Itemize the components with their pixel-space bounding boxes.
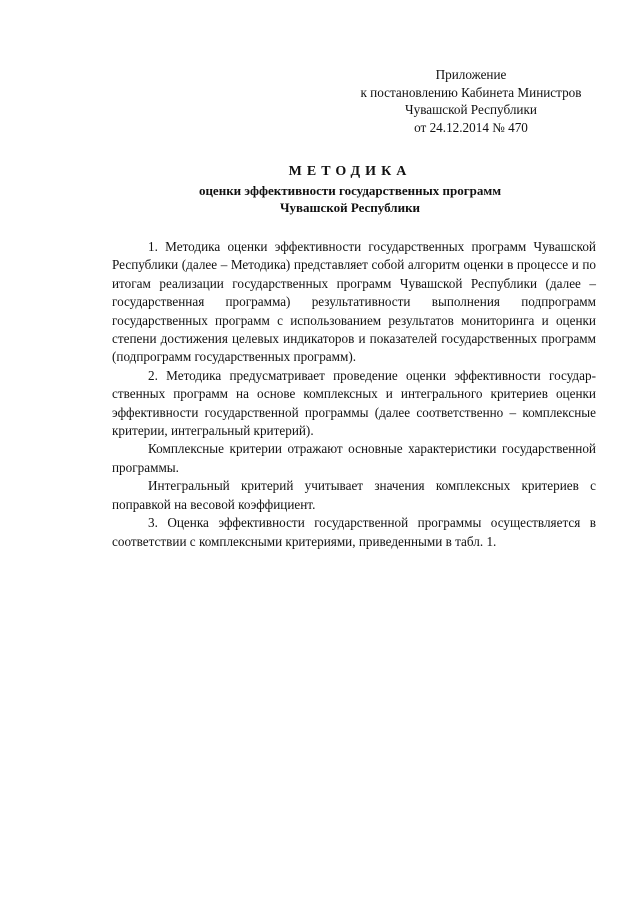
title-subtitle-line2: Чувашской Республики (279, 200, 421, 215)
appendix-date-number: от 24.12.2014 № 470 (414, 119, 528, 135)
paragraph-1: 1. Методика оценки эффективности государственных программ Чувашской Республики (далее – Методика) представляет собой алгоритм оценки в процессе и по итогам реализации государственных программ Чувашской Республики (далее – государственная программа) результативности выполнения подпрограмм государственных программ с использованием результатов мониторинга и оценки степени достижения целевых индикаторов и показателей государственных программ (подпрограмм государственных программ). (112, 239, 596, 365)
document-body (112, 238, 596, 551)
paragraph-2: 2. Методика предусматривает проведение оценки эффективности государственных программ на основе комплексных и интегрального критериев оценки эффективности государственной программы (далее соответственно – комплексные критерии, интегральный критерий). (112, 367, 596, 439)
paragraph-5: 3. Оценка эффективности государственной программы осуществляется в соответствии с комплексными критериями, приведенными в табл. 1. (112, 515, 596, 549)
appendix-label: Приложение (435, 67, 507, 82)
paragraph-3: Комплексные критерии отражают основные характеристики государственной программы. (112, 441, 596, 475)
appendix-republic: Чувашской Республики (405, 102, 537, 117)
appendix-resolution: к постановлению Кабинета Министров (360, 84, 582, 100)
title-main: МЕТОДИКА (288, 164, 412, 179)
appendix-header (346, 66, 596, 136)
document-title (100, 162, 600, 216)
paragraph-4: Интегральный критерий учитывает значения комплексных критериев с поправкой на весовой коэффициент. (112, 478, 596, 512)
title-subtitle-line1: оценки эффективности государственных программ (198, 183, 502, 198)
